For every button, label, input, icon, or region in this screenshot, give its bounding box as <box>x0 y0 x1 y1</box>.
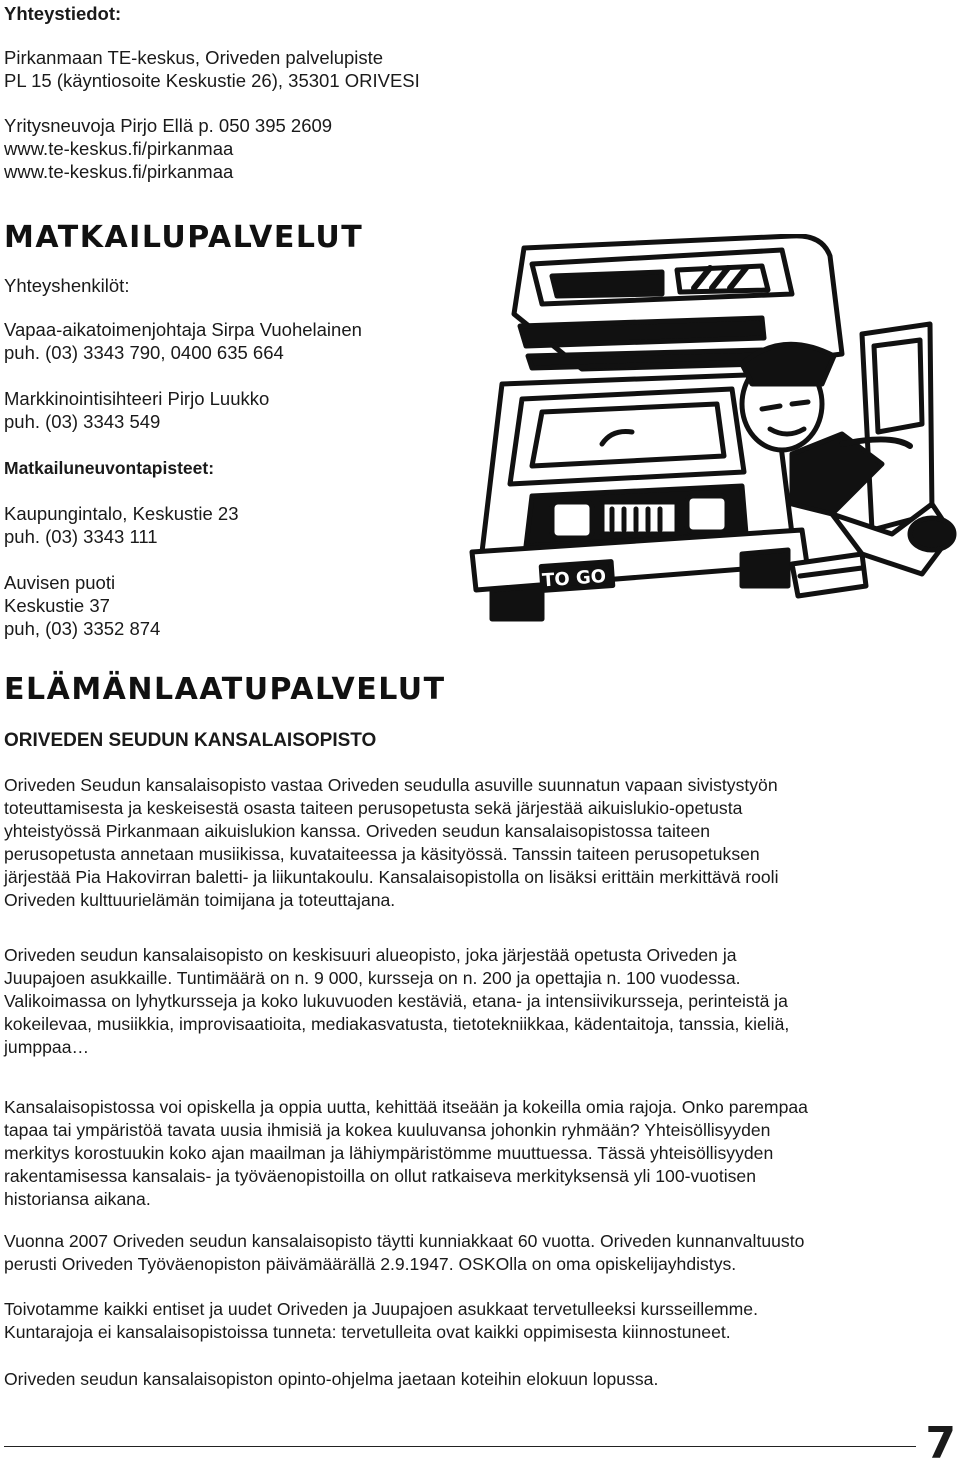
paragraph-3 <box>4 1096 952 1211</box>
institute-subtitle: ORIVEDEN SEUDUN KANSALAISOPISTO <box>4 730 377 751</box>
paragraph-line: yhteistyössä Pirkanmaan aikuislukion kanssa. Oriveden seudun kansalaisopistossa taiteen <box>4 821 711 841</box>
paragraph-line: perusopetusta annetaan musiikissa, kuvataiteessa ja käsityössä. Tanssin taiteen perusopetuksen <box>4 844 760 864</box>
paragraph-line: Kansalaisopistossa voi opiskella ja oppia uutta, kehittää itseään ja kokeilla omia rajoja. Onko parempaa <box>4 1097 808 1117</box>
website-link[interactable]: www.te-keskus.fi/pirkanmaa <box>4 138 234 159</box>
headlight-right <box>687 496 727 532</box>
paragraph-5 <box>4 1298 952 1344</box>
paragraph-line: tapaa tai ympäristöä tavata uusia ihmisiä ja kokea kuuluvansa johonkin ryhmään? Yhteisöllisyyden <box>4 1120 771 1140</box>
paragraph-2 <box>4 944 952 1059</box>
contact-heading: Yhteystiedot: <box>4 3 122 24</box>
paragraph-line: Oriveden seudun kansalaisopiston opinto-ohjelma jaetaan koteihin elokuun lopussa. <box>4 1369 659 1389</box>
tourism-contact-1 <box>4 318 362 364</box>
info-point-name: Auvisen puoti <box>4 572 116 593</box>
tourism-contacts-label: Yhteyshenkilöt: <box>4 275 130 296</box>
paragraph-line: merkitys korostuukin koko ajan maailman ja lähiympäristömme muuttuessa. Tässä yhteisöllisyyden <box>4 1143 774 1163</box>
paragraph-line: Kuntarajoja ei kansalaisopistoissa tunneta: tervetulleita ovat kaikki oppimisesta kiinnostuneet. <box>4 1322 731 1342</box>
paragraph-line: Vuonna 2007 Oriveden seudun kansalaisopisto täytti kunniakkaat 60 vuotta. Oriveden kunnanvaltuusto <box>4 1231 805 1251</box>
contact-person: Markkinointisihteeri Pirjo Luukko <box>4 388 270 409</box>
info-point-address: Kaupungintalo, Keskustie 23 <box>4 503 239 524</box>
paragraph-line: Valikoimassa on lyhytkursseja ja koko lukuvuoden kestäviä, etana- ja intensiivikursseja, perinteistä ja <box>4 991 788 1011</box>
paragraph-line: perusti Oriveden Työväenopiston päivämäärällä 2.9.1947. OSKOlla on oma opiskelijayhdistys. <box>4 1254 737 1274</box>
contact-address <box>4 46 420 92</box>
address-line: Pirkanmaan TE-keskus, Oriveden palvelupiste <box>4 47 384 68</box>
info-points-label: Matkailuneuvontapisteet: <box>4 458 215 478</box>
contact-phone: puh. (03) 3343 549 <box>4 411 161 432</box>
paragraph-line: toteuttamisesta ja keskeisestä osasta taiteen perusopetusta sekä järjestää aikuislukio-opetusta <box>4 798 743 818</box>
info-point-phone: puh, (03) 3352 874 <box>4 618 161 639</box>
paragraph-line: rakentamisessa kansalais- ja työväenopistoilla on ollut ratkaiseva merkityksensä yli 100-vuotisen <box>4 1166 757 1186</box>
camper-van-illustration <box>462 234 958 624</box>
website-link[interactable]: www.te-keskus.fi/pirkanmaa <box>4 161 234 182</box>
paragraph-line: järjestää Pia Hakovirran baletti- ja liikuntakoulu. Kansalaisopistolla on lisäksi erittäin merkittävä rooli <box>4 867 779 887</box>
paragraph-line: jumppaa… <box>4 1037 90 1057</box>
paragraph-line: historiansa aikana. <box>4 1189 151 1209</box>
paragraph-line: Toivotamme kaikki entiset ja uudet Oriveden ja Juupajoen asukkaat tervetulleeksi kursseillemme. <box>4 1299 758 1319</box>
headlight-left <box>552 502 592 538</box>
paragraph-6 <box>4 1368 952 1391</box>
paragraph-line: Oriveden kulttuurielämän toimijana ja toteuttajana. <box>4 890 396 910</box>
paragraph-line: Oriveden Seudun kansalaisopisto vastaa Oriveden seudulla asuville suunnatun vapaan sivistystyön <box>4 775 778 795</box>
contact-phone: puh. (03) 3343 790, 0400 635 664 <box>4 342 284 363</box>
contact-person: Vapaa-aikatoimenjohtaja Sirpa Vuohelainen <box>4 319 362 340</box>
footer-divider <box>4 1446 916 1447</box>
info-point-phone: puh. (03) 3343 111 <box>4 526 158 547</box>
address-line: PL 15 (käyntiosoite Keskustie 26), 35301 ORIVESI <box>4 70 420 91</box>
paragraph-line: Juupajoen asukkaille. Tuntimäärä on n. 9 000, kursseja on n. 200 ja opettajia n. 100 vuodessa. <box>4 968 741 988</box>
info-point-2 <box>4 571 160 640</box>
sign-text: TO GO <box>541 566 607 592</box>
page-number: 7 <box>925 1418 956 1469</box>
tourism-contact-2 <box>4 387 269 433</box>
wheel-right <box>742 550 788 586</box>
paragraph-line: kokeilevaa, musiikkia, improvisaatioita, mediakasvatusta, tietotekniikkaa, kädentaitoja, tanssia, kieliä, <box>4 1014 790 1034</box>
tourism-section-title: MATKAILUPALVELUT <box>4 220 364 255</box>
life-section-title: ELÄMÄNLAATUPALVELUT <box>4 672 446 707</box>
advisor-contact <box>4 114 332 183</box>
advisor-line: Yritysneuvoja Pirjo Ellä p. 050 395 2609 <box>4 115 333 136</box>
paragraph-4 <box>4 1230 952 1276</box>
paragraph-1 <box>4 774 952 912</box>
paragraph-line: Oriveden seudun kansalaisopisto on keskisuuri alueopisto, joka järjestää opetusta Oriveden ja <box>4 945 737 965</box>
info-point-1 <box>4 502 239 548</box>
wheel-left <box>492 586 542 619</box>
info-point-address: Keskustie 37 <box>4 595 110 616</box>
